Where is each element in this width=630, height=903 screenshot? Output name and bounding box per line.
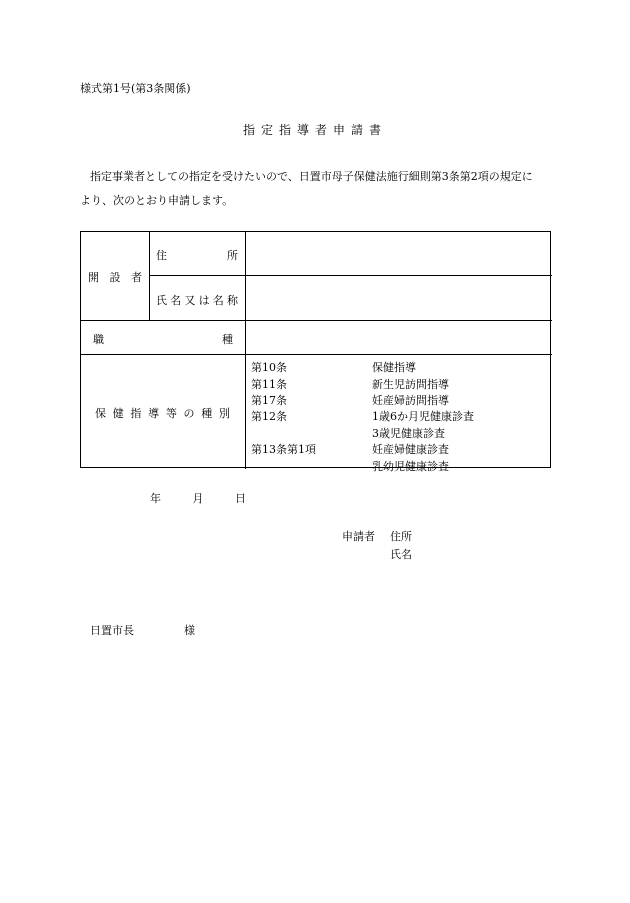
table-rule: [81, 320, 552, 321]
occupation-label: 職 種: [93, 333, 233, 346]
founder-label: 開 設 者: [88, 271, 142, 284]
guidance-article: 第13条第1項: [251, 443, 316, 456]
addressee-suffix: 様: [184, 624, 195, 637]
applicant-name-label: 氏名: [390, 548, 412, 561]
guidance-article: 第11条: [251, 378, 287, 391]
application-table: [80, 231, 551, 473]
date-year: 年: [150, 492, 161, 505]
date-month: 月: [192, 492, 204, 505]
guidance-service: 妊産婦健康診査: [372, 443, 449, 456]
guidance-article: 第10条: [251, 361, 287, 374]
date-line: [150, 490, 246, 506]
intro-text-line-1: 指定事業者としての指定を受けたいので、日置市母子保健法施行細則第3条第2項の規定に: [90, 170, 533, 183]
guidance-article: 第12条: [251, 410, 287, 423]
applicant-label: 申請者: [342, 530, 375, 543]
guidance-service: 乳幼児健康診査: [372, 460, 449, 473]
address-label: 住 所: [156, 249, 238, 262]
document-title: 指定指導者申請書: [242, 123, 387, 137]
address-field[interactable]: [251, 236, 546, 272]
applicant-address-label: 住所: [390, 530, 412, 543]
name-field[interactable]: [251, 280, 546, 318]
form-number: 様式第1号(第3条関係): [80, 82, 191, 95]
guidance-article: 第17条: [251, 394, 287, 407]
guidance-service: 新生児訪問指導: [372, 378, 449, 391]
guidance-service: 1歳6か月児健康診査: [372, 410, 474, 423]
addressee-name: 日置市長: [90, 624, 134, 637]
table-rule: [149, 275, 552, 276]
guidance-service: 3歳児健康診査: [372, 427, 445, 440]
guidance-service: 保健指導: [372, 361, 416, 374]
table-rule: [81, 354, 552, 355]
table-rule: [245, 232, 246, 469]
intro-text-line-2: より、次のとおり申請します。: [80, 194, 234, 207]
occupation-field[interactable]: [251, 324, 546, 352]
date-day: 日: [235, 492, 246, 505]
guidance-service: 妊産婦訪問指導: [372, 394, 449, 407]
name-label: 氏 名 又 は 名 称: [156, 294, 238, 307]
guidance-type-label: 保 健 指 導 等 の 種 別: [95, 407, 230, 420]
table-rule: [149, 232, 150, 320]
